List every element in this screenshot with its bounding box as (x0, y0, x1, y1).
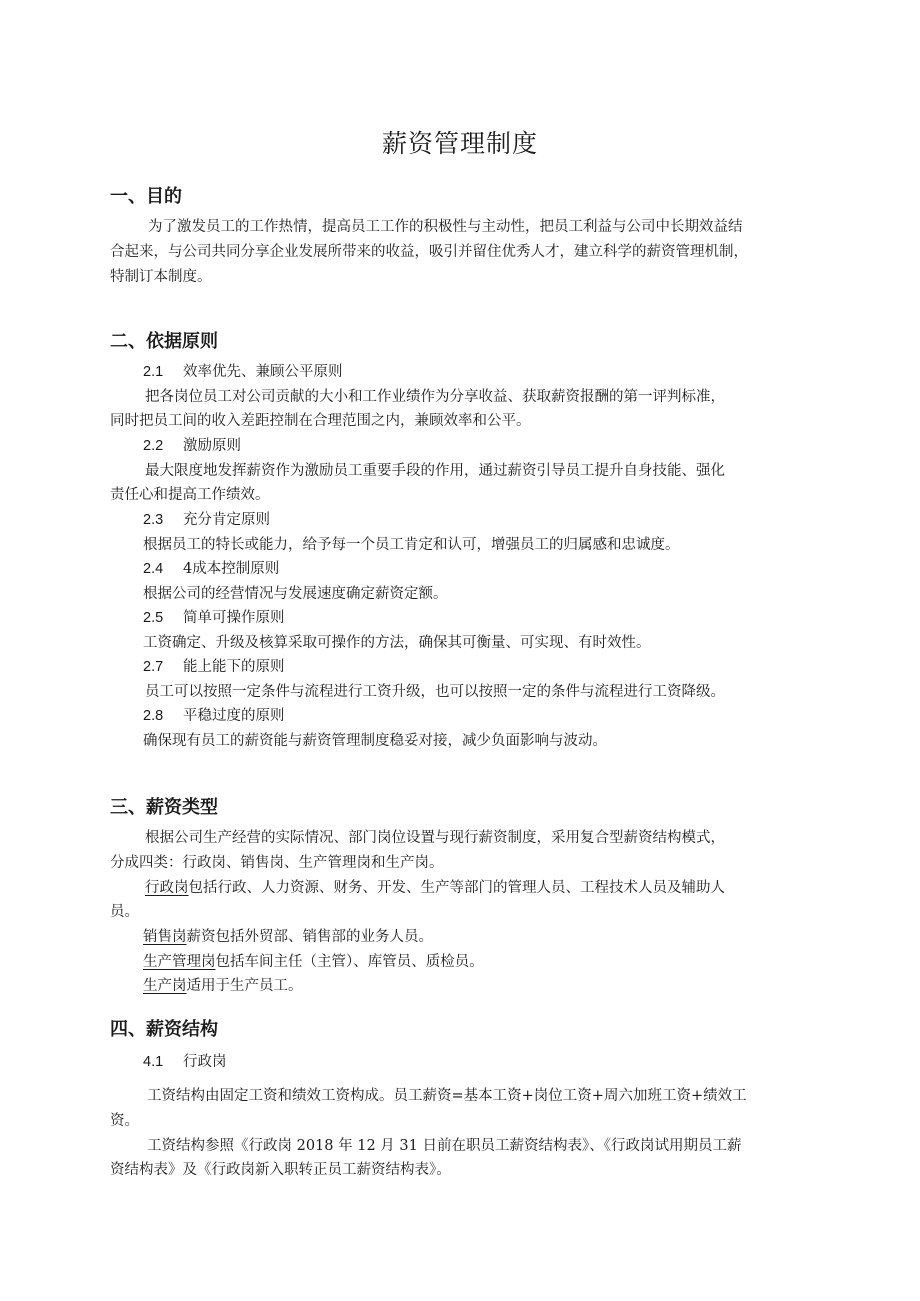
subsection-label: 激励原则 (183, 438, 241, 454)
type-name: 生产岗 (143, 978, 187, 994)
subsection-number: 2.3 (143, 512, 164, 528)
paragraph-line: 为了激发员工的工作热情，提高员工工作的积极性与主动性，把员工利益与公司中长期效益结 (148, 219, 743, 235)
subsection-number: 2.8 (143, 708, 164, 724)
subsection-title (143, 362, 343, 382)
paragraph-line: 工资确定、升级及核算采取可操作的方法，确保其可衡量、可实现、有时效性。 (143, 635, 651, 651)
type-line-production (143, 976, 303, 996)
subsection-label: 充分肯定原则 (183, 512, 270, 528)
paragraph-line: 把各岗位员工对公司贡献的大小和工作业绩作为分享收益、获取薪资报酬的第一评判标准， (145, 389, 725, 405)
subsection-label: 平稳过度的原则 (183, 708, 285, 724)
subsection-number: 2.7 (143, 659, 164, 675)
subsection-number: 4.1 (143, 1054, 164, 1070)
subsection-title (143, 657, 285, 677)
type-line-sales (143, 927, 433, 947)
page-title: 薪资管理制度 (381, 129, 538, 158)
paragraph-line: 确保现有员工的薪资能与薪资管理制度稳妥对接，减少负面影响与波动。 (143, 733, 607, 749)
subsection-title (143, 1052, 227, 1072)
type-line-admin (145, 878, 725, 898)
type-desc: 薪资包括外贸部、销售部的业务人员。 (186, 929, 433, 945)
section-heading-salary-types: 三、薪资类型 (110, 797, 218, 818)
subsection-number: 2.4 (143, 561, 164, 577)
paragraph-line: 责任心和提高工作绩效。 (110, 487, 270, 503)
subsection-label: 效率优先、兼顾公平原则 (183, 364, 343, 380)
subsection-title (143, 706, 285, 726)
paragraph-line: 根据公司生产经营的实际情况、部门岗位设置与现行薪资制度，采用复合型薪资结构模式， (145, 830, 725, 846)
paragraph-line: 员。 (110, 904, 139, 920)
section-heading-purpose: 一、目的 (110, 186, 182, 207)
subsection-number: 2.1 (143, 364, 164, 380)
type-line-production-mgmt (143, 952, 484, 972)
subsection-number: 2.5 (143, 610, 164, 626)
subsection-number: 2.2 (143, 438, 164, 454)
type-name: 生产管理岗 (143, 954, 216, 970)
paragraph-line: 根据公司的经营情况与发展速度确定薪资定额。 (143, 586, 448, 602)
type-desc: 包括行政、人力资源、财务、开发、生产等部门的管理人员、工程技术人员及辅助人 (188, 880, 725, 896)
section-heading-salary-structure: 四、薪资结构 (110, 1019, 218, 1040)
section-heading-principles: 二、依据原则 (110, 331, 218, 352)
paragraph-line: 特制订本制度。 (110, 269, 212, 285)
paragraph-line: 资结构表》及《行政岗新入职转正员工薪资结构表》。 (110, 1162, 451, 1178)
type-desc: 包括车间主任（主管）、库管员、质检员。 (215, 954, 484, 970)
paragraph-line: 根据员工的特长或能力，给予每一个员工肯定和认可，增强员工的归属感和忠诚度。 (143, 537, 680, 553)
type-name: 行政岗 (145, 880, 189, 896)
subsection-title (143, 559, 279, 579)
subsection-label: 4成本控制原则 (183, 561, 280, 577)
subsection-title (143, 608, 285, 628)
paragraph-line: 分成四类：行政岗、销售岗、生产管理岗和生产岗。 (110, 855, 444, 871)
subsection-label: 行政岗 (183, 1054, 227, 1070)
subsection-label: 能上能下的原则 (183, 659, 285, 675)
paragraph-line: 资。 (110, 1113, 139, 1129)
paragraph-line: 工资结构参照《行政岗 2018 年 12 月 31 日前在职员工薪资结构表》、《行政岗试用期员工薪 (147, 1138, 742, 1154)
type-name: 销售岗 (143, 929, 187, 945)
subsection-title (143, 510, 270, 530)
paragraph-line: 最大限度地发挥薪资作为激励员工重要手段的作用，通过薪资引导员工提升自身技能、强化 (145, 463, 725, 479)
type-desc: 适用于生产员工。 (186, 978, 303, 994)
subsection-title (143, 436, 241, 456)
paragraph-line: 同时把员工间的收入差距控制在合理范围之内，兼顾效率和公平。 (110, 413, 531, 429)
paragraph-line: 员工可以按照一定条件与流程进行工资升级，也可以按照一定的条件与流程进行工资降级。 (145, 684, 725, 700)
paragraph-line: 工资结构由固定工资和绩效工资构成。员工薪资=基本工资+岗位工资+周六加班工资+绩效工 (147, 1088, 747, 1104)
subsection-label: 简单可操作原则 (183, 610, 285, 626)
paragraph-line: 合起来，与公司共同分享企业发展所带来的收益，吸引并留住优秀人才，建立科学的薪资管理机制， (110, 244, 748, 260)
